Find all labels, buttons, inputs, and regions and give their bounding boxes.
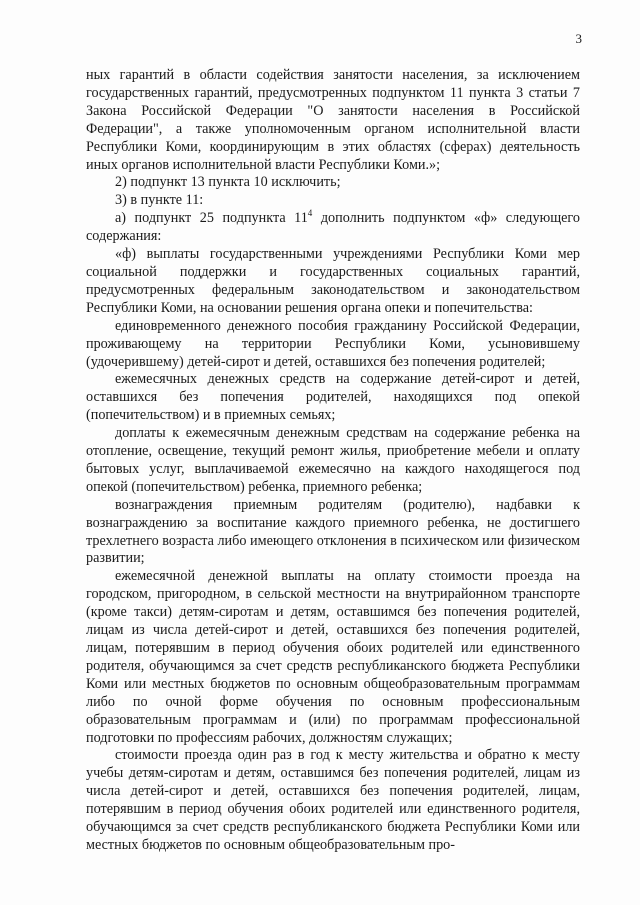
paragraph: единовременного денежного пособия гражданину Российской Федерации, проживающему на территории Республики Коми, усыновившему (удочерившему) детей-сирот и детей, оставшихся без попечения родителей;: [86, 317, 580, 370]
paragraph: ежемесячных денежных средств на содержание детей-сирот и детей, оставшихся без попечения родителей, находящихся под опекой (попечительством) и в приемных семьях;: [86, 371, 580, 424]
paragraph: 3) в пункте 11:: [115, 192, 204, 209]
document-body: [86, 67, 580, 855]
paragraph: «ф) выплаты государственными учреждениями Республики Коми мер социальной поддержки и государственных социальных гарантий, предусмотренных федеральным законодательством и законодательством Республики Коми, на основании решения органа опеки и попечительства:: [86, 246, 580, 316]
item-a-superscript: 4: [307, 208, 313, 219]
paragraph: ных гарантий в области содействия занятости населения, за исключением государственных гарантий, предусмотренных подпунктом 11 пункта 3 статьи 7 Закона Российской Федерации "О занятости населения в Российской Федерации", а также уполномоченным органом исполнительной власти Республики Коми, координирующим в этих областях (сферах) деятельность иных органов исполнительной власти Республики Коми.»;: [86, 67, 580, 173]
paragraph: доплаты к ежемесячным денежным средствам на содержание ребенка на отопление, освещение, текущий ремонт жилья, приобретение мебели и оплату бытовых услуг, выплачиваемой ежемесячно на каждого находящегося под опекой (попечительством) ребенка, приемного ребенка;: [86, 425, 580, 495]
item-a-text-end: дополнить подпунктом «ф» следующего содержания:: [86, 210, 580, 245]
page-number: 3: [575, 31, 582, 46]
item-a-text: а) подпункт 25 подпункта 11: [115, 210, 308, 227]
paragraph: ежемесячной денежной выплаты на оплату стоимости проезда на городском, пригородном, в сельской местности на внутрирайонном транспорте (кроме такси) детям-сиротам и детям, оставшимся без попечения родителей, лицам из числа детей-сирот и детей, оставшихся без попечения родителей, лицам, потерявшим в период обучения обоих родителей или единственного родителя, обучающимся за счет средств республиканского бюджета Республики Коми или местных бюджетов по основным общеобразовательным программам либо по очной форме обучения по основным профессиональным образовательным программам и (или) по программам профессиональной подготовки по профессиям рабочих, должностям служащих;: [86, 568, 580, 746]
paragraph-item-a: [86, 210, 580, 246]
paragraph: 2) подпункт 13 пункта 10 исключить;: [115, 174, 341, 191]
paragraph: стоимости проезда один раз в год к месту жительства и обратно к месту учебы детям-сиротам и детям, оставшимся без попечения родителей, лицам из числа детей-сирот и детей, оставшихся без попечения родителей, лицам, потерявшим в период обучения обоих родителей или единственного родителя, обучающимся за счет средств республиканского бюджета Республики Коми или местных бюджетов по основным общеобразовательным про-: [86, 747, 580, 853]
paragraph: вознаграждения приемным родителям (родителю), надбавки к вознаграждению за воспитание каждого приемного ребенка, не достигшего трехлетнего возраста либо имеющего отклонения в психическом или физическом развитии;: [86, 496, 580, 567]
